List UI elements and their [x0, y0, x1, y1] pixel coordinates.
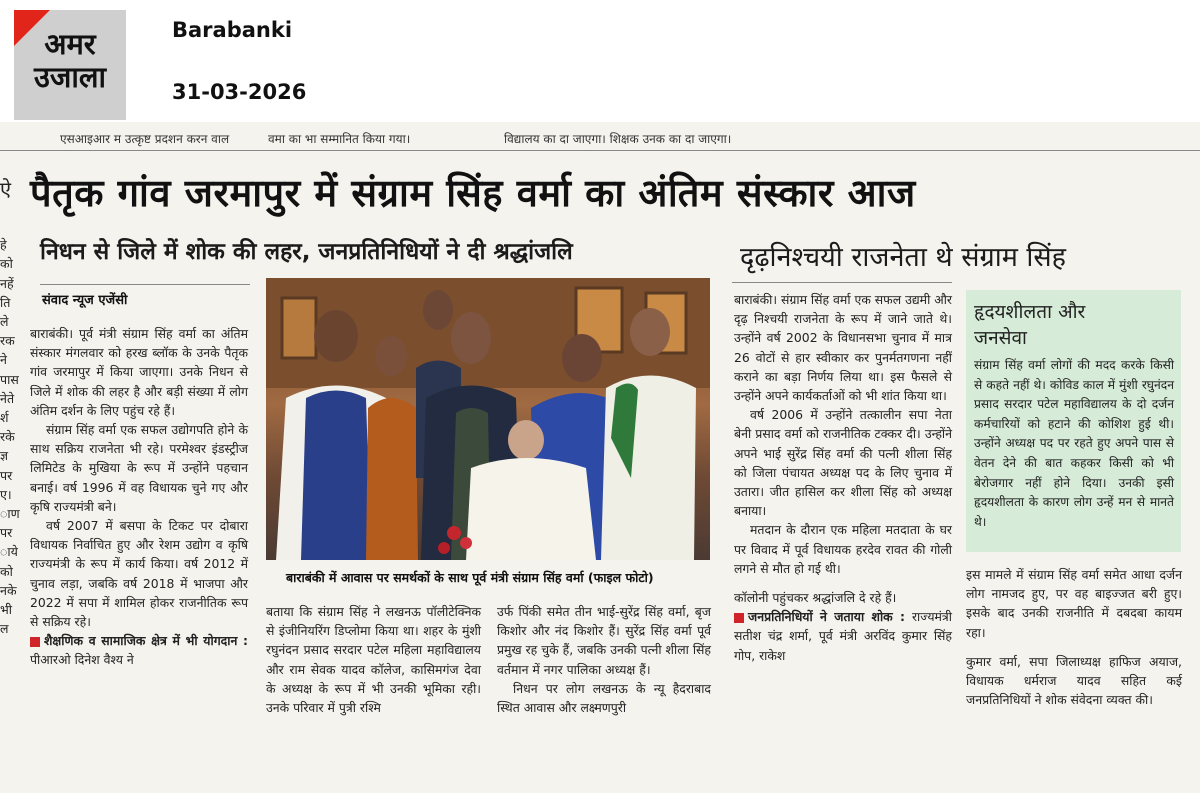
column-4-top-rule: [732, 282, 952, 283]
paragraph: निधन पर लोग लखनऊ के न्यू हैदराबाद स्थित आवास और लक्ष्मणपुरी: [497, 680, 711, 716]
subheadline-left: निधन से जिले में शोक की लहर, जनप्रतिनिधियों ने दी श्रद्धांजलि: [40, 239, 573, 265]
edge-fragment: ऐ: [0, 177, 12, 201]
edge-fragment: र्श: [0, 410, 9, 426]
sidebar-box-title-line-2: जनसेवा: [974, 327, 1027, 349]
edge-fragment: ाये: [0, 544, 18, 560]
edge-fragment: पर: [0, 525, 13, 541]
edition-city: Barabanki: [172, 18, 293, 42]
section-bullet-icon: [30, 637, 40, 647]
edge-fragment: ति: [0, 294, 11, 310]
byline: संवाद न्यूज एजेंसी: [42, 293, 128, 308]
edge-fragment: रक: [0, 333, 15, 349]
top-strip-text-1: एसआइआर म उत्कृष्ट प्रदशन करन वाल: [60, 132, 230, 146]
edge-fragment: को: [0, 563, 13, 579]
photo-caption: बाराबंकी में आवास पर समर्थकों के साथ पूर्व मंत्री संग्राम सिंह वर्मा (फाइल फोटो): [286, 570, 654, 585]
edition-date: 31-03-2026: [172, 80, 307, 104]
article-column-4: [734, 290, 952, 665]
edge-fragment: पर: [0, 467, 13, 483]
paragraph: इस मामले में संग्राम सिंह वर्मा समेत आधा दर्जन लोग नामजद हुए, पर वह बाइज्जत बरी हुए। इसके बाद उनकी राजनीति में दबदबा कायम रहा।: [966, 567, 1182, 640]
edge-fragment: हे: [0, 237, 7, 253]
article-column-5: [966, 565, 1182, 709]
paragraph: मतदान के दौरान एक महिला मतदाता के घर पर विवाद में पूर्व विधायक हरदेव रावत की गोली लगने से मौत हो गई थी।: [734, 522, 952, 576]
logo-line-1: अमर: [44, 27, 96, 61]
section-paragraph: [734, 607, 952, 665]
paragraph: उर्फ पिंकी समेत तीन भाई-सुरेंद्र सिंह वर्मा, बृज किशोर और नंद किशोर हैं। सुरेंद्र सिंह वर्मा पूर्व प्रमुख रह चुके हैं, जबकि उनकी पत्नी शीला सिंह वर्तमान में नगर पालिका अध्यक्ष हैं।: [497, 604, 711, 677]
paragraph: बताया कि संग्राम सिंह ने लखनऊ पॉलीटेक्निक से इंजीनियरिंग डिप्लोमा किया था। शहर के मुंशी रघुनंदन प्रसाद सरदार पटेल महिला महाविद्यालय और राम सेवक यादव कॉलेज, कासिमगंज देवा के अध्यक्ष के रूप में भी उनकी भूमिका रही। उनके परिवार में पुत्री रश्मि: [266, 604, 481, 716]
edge-fragment: ाण: [0, 506, 20, 522]
logo-line-2: उजाला: [33, 60, 107, 94]
group-photo-illustration: [266, 278, 710, 560]
section-text: पीआरओ दिनेश वैश्य ने: [30, 652, 134, 668]
edge-fragment: नके: [0, 582, 17, 598]
paragraph: वर्ष 2006 में उन्होंने तत्कालीन सपा नेता बेनी प्रसाद वर्मा को राजनीतिक टक्कर दी। उन्होंने अपने भाई सुरेंद्र सिंह वर्मा की पत्नी शीला सिंह को जिला पंचायत अध्यक्ष पद के लिए चुनाव में उतारा। जीत हासिल कर शीला सिंह को अध्यक्ष बनाया।: [734, 407, 952, 519]
edge-fragment: को: [0, 256, 13, 272]
section-heading: शैक्षणिक व सामाजिक क्षेत्र में भी योगदान :: [44, 633, 248, 649]
article-column-3: [497, 602, 711, 717]
sidebar-box-title: [974, 299, 1085, 351]
paragraph: कॉलोनी पहुंचकर श्रद्धांजलि दे रहे हैं।: [734, 590, 897, 606]
edge-fragment: ए।: [0, 486, 12, 502]
article-column-1: [30, 324, 248, 670]
section-heading: जनप्रतिनिधियों ने जताया शोक :: [748, 609, 905, 625]
paragraph: बाराबंकी। पूर्व मंत्री संग्राम सिंह वर्मा का अंतिम संस्कार मंगलवार को हरख ब्लॉक के उनके पैतृक गांव जरमापुर में किया जाएगा। उनके निधन से जिले में शोक की लहर है और बड़ी संख्या में लोग अंतिम दर्शन के लिए पहुंच रहे हैं।: [30, 326, 248, 418]
newspaper-clipping: [0, 122, 1200, 793]
article-photo: [266, 278, 710, 560]
amar-ujala-logo: [14, 10, 126, 120]
edge-fragment: रके: [0, 429, 15, 445]
top-divider: [0, 150, 1200, 151]
section-text: राज्यमंत्री सतीश चंद्र शर्मा, पूर्व मंत्री अरविंद कुमार सिंह गोप, राकेश: [734, 609, 952, 663]
edge-fragment: ल: [0, 621, 9, 637]
edge-fragment: पास: [0, 371, 19, 387]
top-strip-text-2: वमा का भा सम्मानित किया गया।: [268, 132, 411, 146]
sidebar-box-title-line-1: हृदयशीलता और: [974, 301, 1086, 323]
byline-rule: [40, 284, 250, 285]
top-strip-text-3: विद्यालय का दा जाएगा। शिक्षक उनक का दा जाएगा।: [504, 132, 732, 146]
header: [0, 0, 1200, 122]
edge-fragment: ज्ञ: [0, 448, 9, 464]
edge-fragment: नहें: [0, 275, 14, 291]
paragraph: कुमार वर्मा, सपा जिलाध्यक्ष हाफिज अयाज, विधायक धर्मराज यादव सहित कई जनप्रतिनिधियों ने शोक संवेदना व्यक्त की।: [966, 653, 1182, 708]
paragraph: बाराबंकी। संग्राम सिंह वर्मा एक सफल उद्यमी और दृढ़ निश्चयी राजनेता के रूप में जाने जाते थे। उन्होंने वर्ष 2002 के विधानसभा चुनाव में मात्र 26 वोटों से हार स्वीकार कर पुनर्मतगणना नहीं कराने का बड़ा निर्णय लिया था। इस फैसले से उन्होंने अपने कार्यकर्ताओं को भी शांत किया था।: [734, 292, 952, 404]
main-headline: पैतृक गांव जरमापुर में संग्राम सिंह वर्मा का अंतिम संस्कार आज: [30, 171, 916, 215]
section-paragraph: [30, 631, 248, 669]
edge-fragment: ने: [0, 352, 7, 368]
logo-red-triangle: [14, 10, 50, 46]
sidebar-box-text: संग्राम सिंह वर्मा लोगों की मदद करके किसी से कहते नहीं थे। कोविड काल में मुंशी रघुनंदन प्रसाद सरदार पटेल महाविद्यालय के दो दर्जन कर्मचारियों को हटाने की कोशिश हुई थी। उन्होंने अध्यक्ष पद पर रहते हुए अपने पास से वेतन देने की बात कहकर किसी को भी बेरोजगार नहीं होने दिया। उनकी इसी हृदयशीलता के कारण लोग उन्हें मन से मानते थे।: [974, 358, 1174, 529]
paragraph: वर्ष 2007 में बसपा के टिकट पर दोबारा विधायक निर्वाचित हुए और रेशम उद्योग व कृषि राज्यमंत्री के रूप में कार्य किया। वर्ष 2012 में चुनाव लड़ा, जबकि वर्ष 2018 में भाजपा और 2022 में सपा में शामिल होकर राजनीतिक रूप से सक्रिय रहे।: [30, 518, 248, 630]
subheadline-right: दृढ़निश्चयी राजनेता थे संग्राम सिंह: [740, 242, 1067, 273]
section-bullet-icon: [734, 613, 744, 623]
edge-fragment: ले: [0, 314, 9, 330]
paragraph: संग्राम सिंह वर्मा एक सफल उद्योगपति होने के साथ सक्रिय राजनेता भी रहे। परमेश्वर इंडस्ट्रीज लिमिटेड के मुखिया के रूप में उन्होंने पहचान बनाई। वर्ष 1996 में वह विधायक चुने गए और कृषि राज्यमंत्री बने।: [30, 422, 248, 514]
article-column-2: [266, 602, 481, 717]
edge-fragment: नेते: [0, 390, 15, 406]
edge-fragment: भी: [0, 602, 13, 618]
left-edge-column: [0, 177, 20, 638]
